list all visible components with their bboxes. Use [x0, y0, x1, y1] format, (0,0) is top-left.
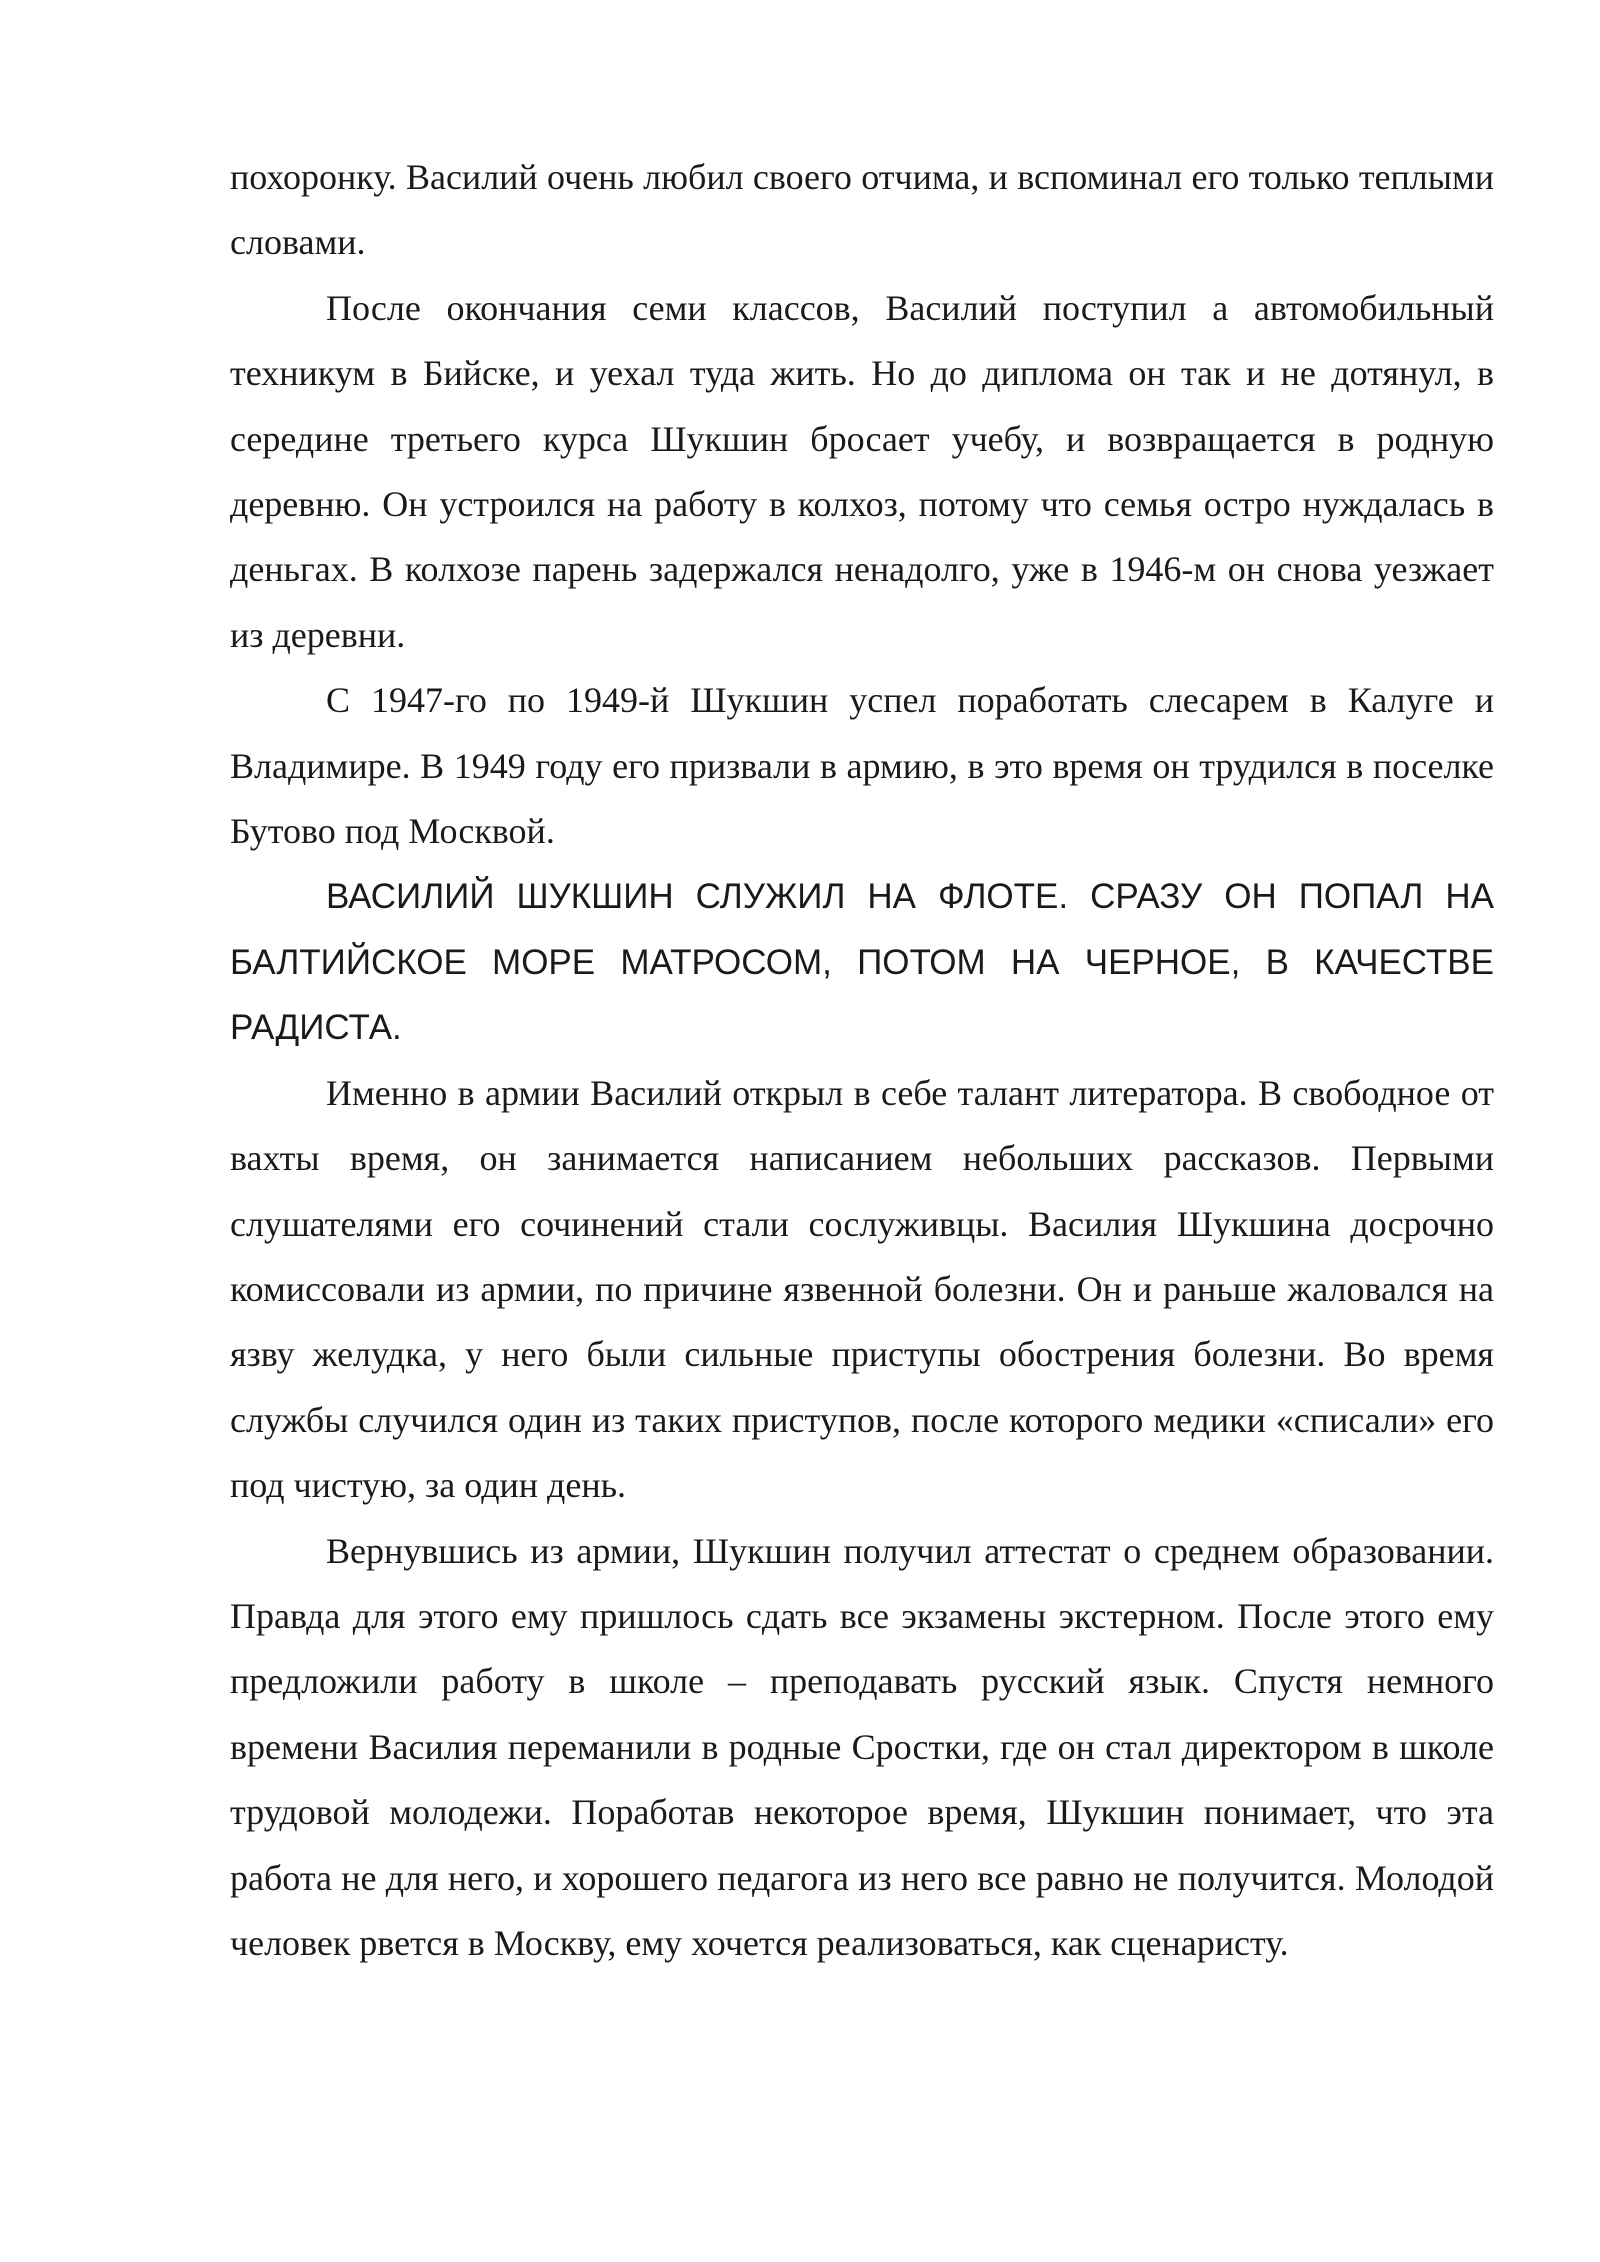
paragraph-technikum: После окончания семи классов, Василий поступил а автомобильный техникум в Бийске, и уехал туда жить. Но до диплома он так и не дотянул, в середине третьего курса Шукшин бросает учебу, и возвращается в родную деревню. Он устроился на работу в колхоз, потому что семья остро нуждалась в деньгах. В колхозе парень задержался ненадолго, уже в 1946-м он снова уезжает из деревни. — [230, 287, 1494, 655]
paragraph-continuation: похоронку. Василий очень любил своего отчима, и вспоминал его только теплыми словами. — [230, 157, 1494, 263]
paragraph-after-army: Вернувшись из армии, Шукшин получил аттестат о среднем образовании. Правда для этого ему пришлось сдать все экзамены экстерном. После этого ему предложили работу в школе – преподавать русский язык. Спустя немного времени Василия переманили в родные Сростки, где он стал директором в школе трудовой молодежи. Поработав некоторое время, Шукшин понимает, что эта работа не для него, и хорошего педагога из него все равно не получится. Молодой человек рвется в Москву, ему хочется реализоваться, как сценаристу. — [230, 1530, 1494, 1963]
paragraph-navy-uppercase: ВАСИЛИЙ ШУКШИН СЛУЖИЛ НА ФЛОТЕ. СРАЗУ ОН ПОПАЛ НА БАЛТИЙСКОЕ МОРЕ МАТРОСОМ, ПОТОМ НА ЧЕРНОЕ, В КАЧЕСТВЕ РАДИСТА. — [230, 877, 1494, 1048]
paragraph-army-literature: Именно в армии Василий открыл в себе талант литератора. В свободное от вахты время, он занимается написанием небольших рассказов. Первыми слушателями его сочинений стали сослуживцы. Василия Шукшина досрочно комиссовали из армии, по причине язвенной болезни. Он и раньше жаловался на язву желудка, у него были сильные приступы обострения болезни. Во время службы случился один из таких приступов, после которого медики «списали» его под чистую, за один день. — [230, 1072, 1494, 1506]
document-body — [230, 145, 1494, 1976]
paragraph-1947-1949: С 1947-го по 1949-й Шукшин успел поработать слесарем в Калуге и Владимире. В 1949 году его призвали в армию, в это время он трудился в поселке Бутово под Москвой. — [230, 680, 1494, 852]
